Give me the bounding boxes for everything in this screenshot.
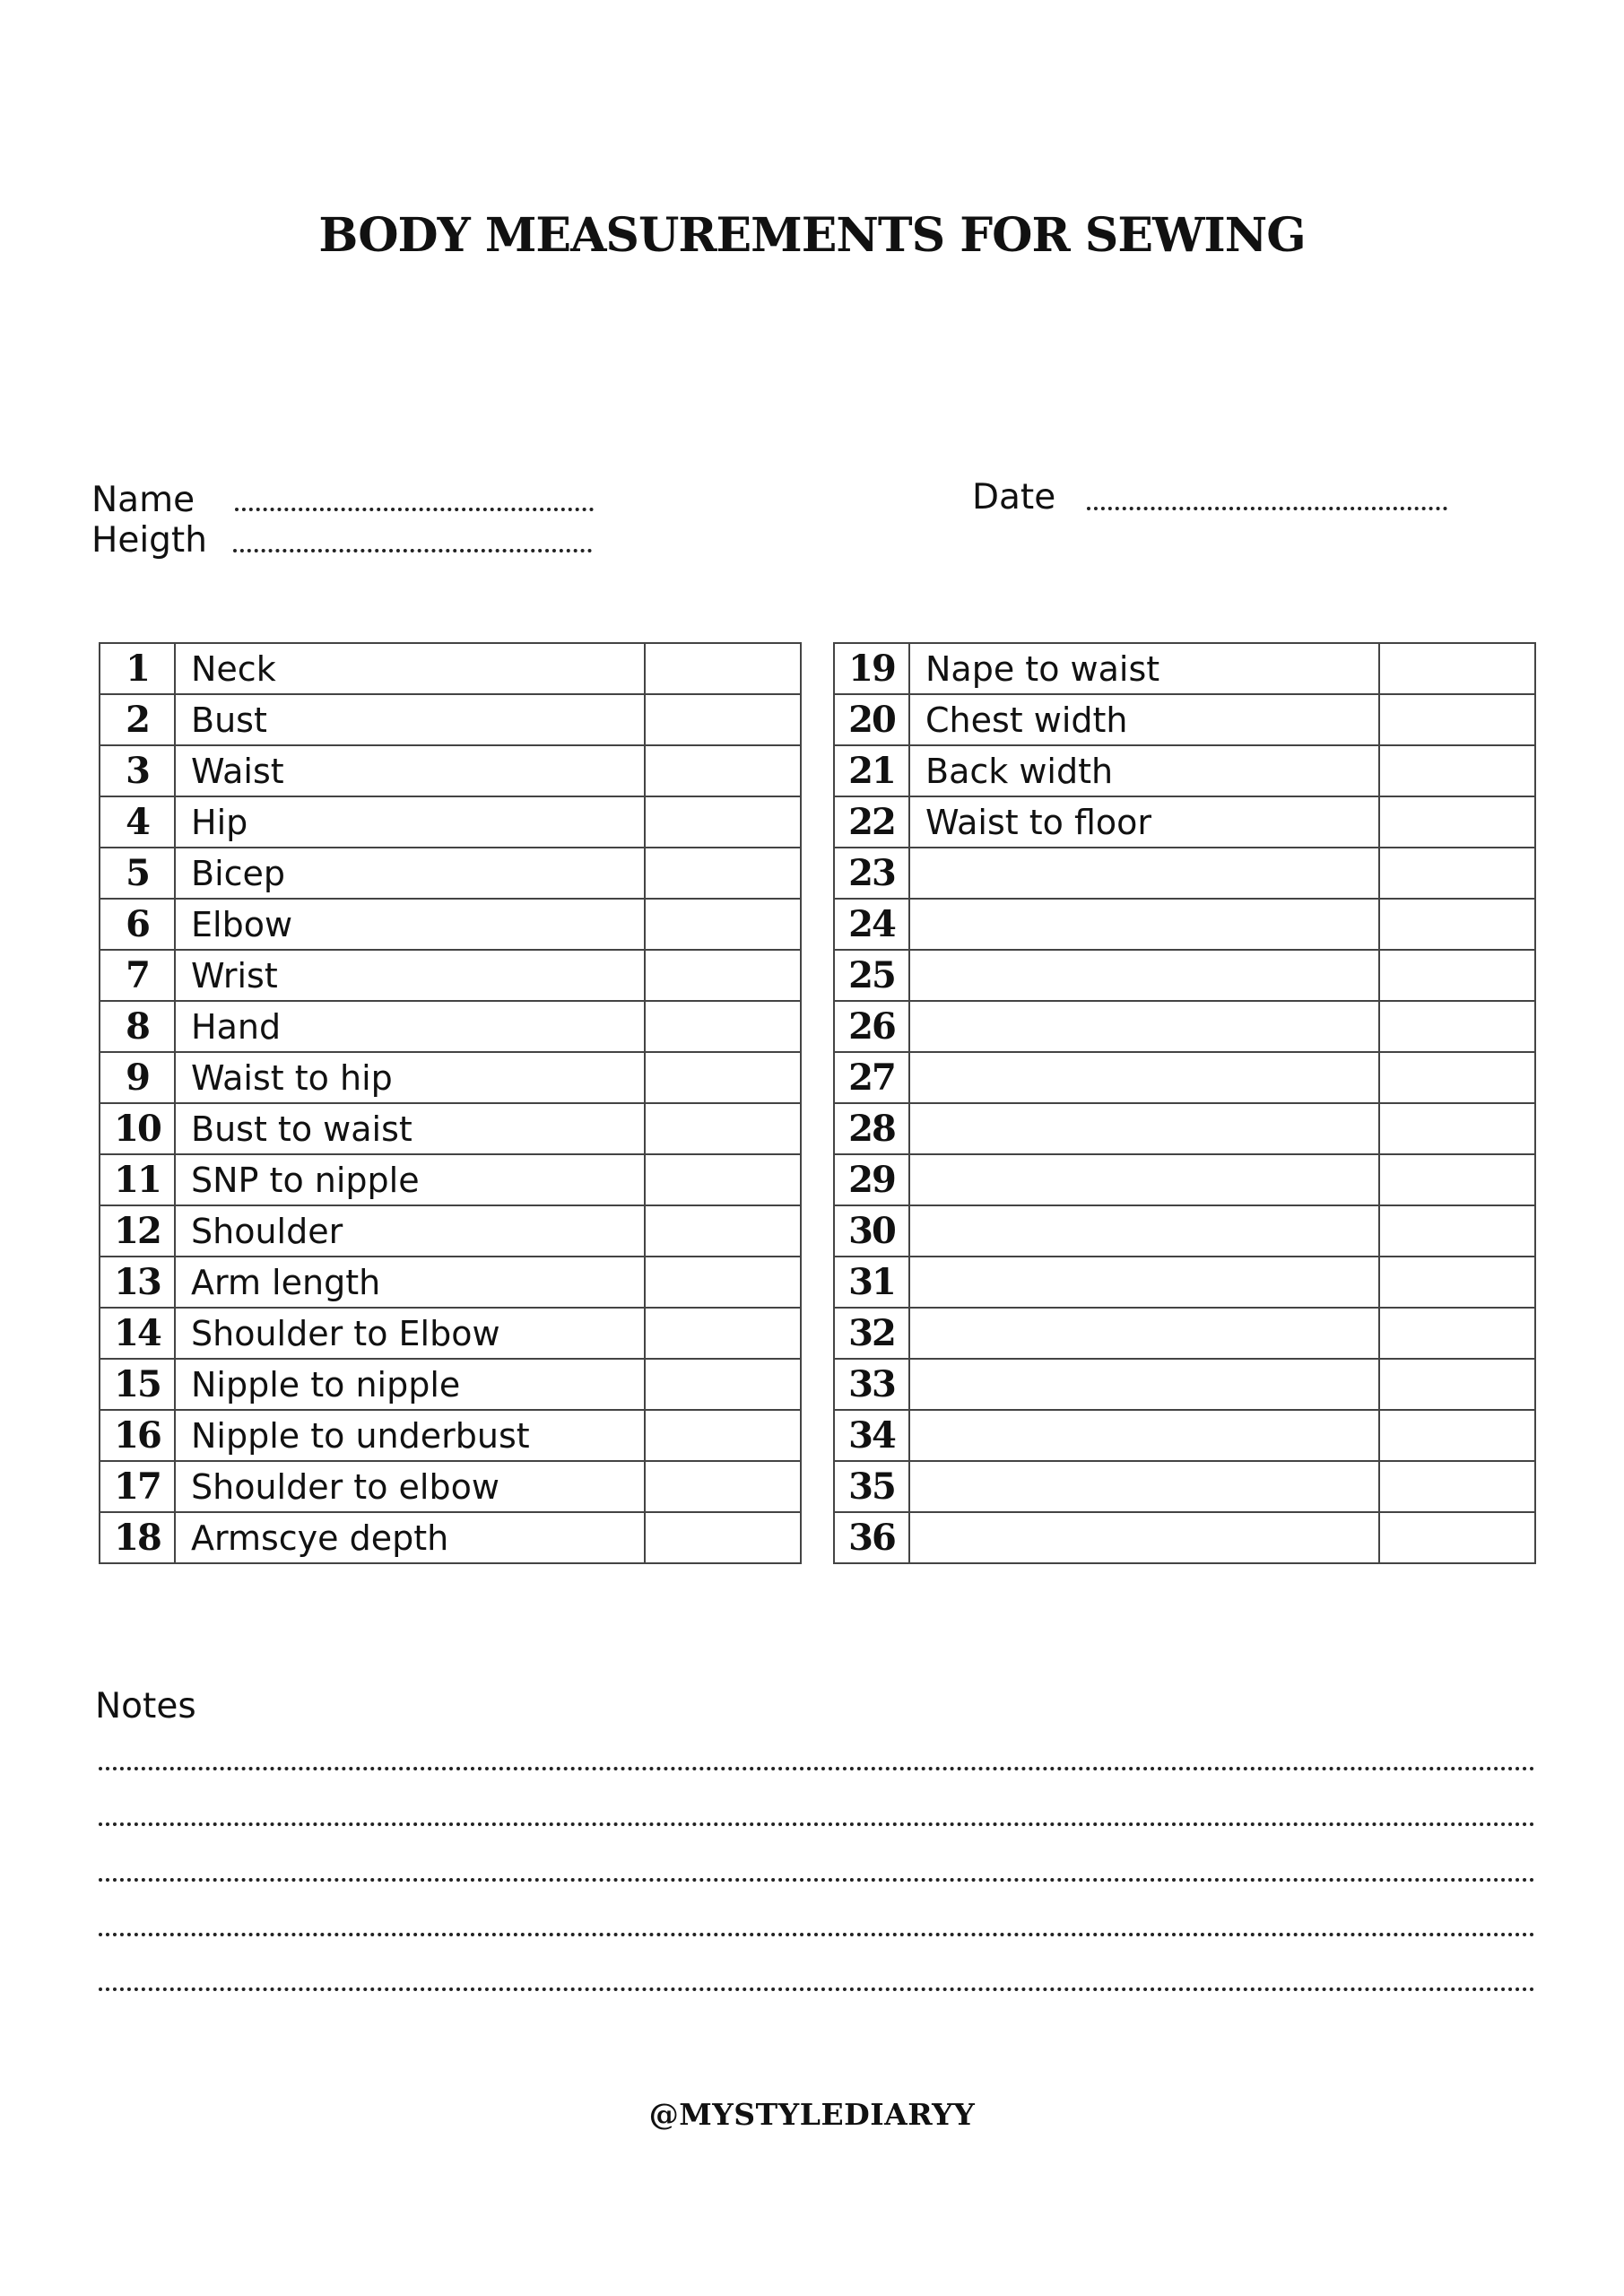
notes-line[interactable] bbox=[99, 1767, 1535, 1770]
measurements-table-right bbox=[833, 642, 1536, 1564]
measurement-value-cell[interactable] bbox=[1379, 1410, 1535, 1461]
measurement-value-cell[interactable] bbox=[1379, 643, 1535, 694]
measurement-label bbox=[909, 1052, 1379, 1103]
measurement-label bbox=[909, 950, 1379, 1001]
measurement-value-cell[interactable] bbox=[645, 1257, 801, 1308]
measurement-label bbox=[909, 1359, 1379, 1410]
measurement-label: Chest width bbox=[909, 694, 1379, 745]
measurement-value-cell[interactable] bbox=[645, 1052, 801, 1103]
measurement-number: 26 bbox=[834, 1001, 909, 1052]
measurement-label bbox=[909, 1154, 1379, 1205]
measurement-label: Nipple to nipple bbox=[175, 1359, 645, 1410]
measurement-number: 5 bbox=[100, 848, 175, 899]
measurement-label bbox=[909, 1410, 1379, 1461]
table-row bbox=[100, 1512, 801, 1563]
table-row bbox=[834, 899, 1535, 950]
measurement-number: 19 bbox=[834, 643, 909, 694]
measurement-label: SNP to nipple bbox=[175, 1154, 645, 1205]
notes-line[interactable] bbox=[99, 1933, 1535, 1936]
measurement-number: 32 bbox=[834, 1308, 909, 1359]
measurement-label: Shoulder to elbow bbox=[175, 1461, 645, 1512]
measurement-value-cell[interactable] bbox=[1379, 848, 1535, 899]
measurement-number: 36 bbox=[834, 1512, 909, 1563]
notes-line[interactable] bbox=[99, 1987, 1535, 1991]
measurement-value-cell[interactable] bbox=[645, 1205, 801, 1257]
table-row bbox=[834, 1001, 1535, 1052]
measurement-number: 7 bbox=[100, 950, 175, 1001]
table-row bbox=[834, 1461, 1535, 1512]
measurement-number: 34 bbox=[834, 1410, 909, 1461]
measurement-value-cell[interactable] bbox=[1379, 1359, 1535, 1410]
table-row bbox=[100, 643, 801, 694]
table-row bbox=[100, 1308, 801, 1359]
measurement-value-cell[interactable] bbox=[1379, 745, 1535, 796]
table-row bbox=[100, 950, 801, 1001]
measurement-value-cell[interactable] bbox=[1379, 899, 1535, 950]
page-title: BODY MEASUREMENTS FOR SEWING bbox=[318, 208, 1306, 263]
height-field[interactable] bbox=[233, 549, 592, 552]
measurement-number: 33 bbox=[834, 1359, 909, 1410]
measurement-number: 28 bbox=[834, 1103, 909, 1154]
measurement-number: 8 bbox=[100, 1001, 175, 1052]
date-field[interactable] bbox=[1087, 507, 1447, 510]
table-row bbox=[834, 643, 1535, 694]
measurement-value-cell[interactable] bbox=[1379, 796, 1535, 848]
table-row bbox=[834, 745, 1535, 796]
measurement-value-cell[interactable] bbox=[645, 1461, 801, 1512]
measurement-value-cell[interactable] bbox=[1379, 1103, 1535, 1154]
measurement-number: 4 bbox=[100, 796, 175, 848]
measurement-label bbox=[909, 1308, 1379, 1359]
measurement-label bbox=[909, 1257, 1379, 1308]
table-row bbox=[834, 848, 1535, 899]
measurement-number: 20 bbox=[834, 694, 909, 745]
measurement-value-cell[interactable] bbox=[645, 899, 801, 950]
measurement-value-cell[interactable] bbox=[1379, 1308, 1535, 1359]
table-row bbox=[100, 1052, 801, 1103]
measurement-label: Armscye depth bbox=[175, 1512, 645, 1563]
table-row bbox=[834, 1154, 1535, 1205]
table-row bbox=[100, 899, 801, 950]
measurement-value-cell[interactable] bbox=[1379, 1461, 1535, 1512]
measurement-number: 31 bbox=[834, 1257, 909, 1308]
measurement-value-cell[interactable] bbox=[645, 1154, 801, 1205]
measurement-number: 16 bbox=[100, 1410, 175, 1461]
table-row bbox=[834, 796, 1535, 848]
table-row bbox=[100, 1001, 801, 1052]
measurement-number: 18 bbox=[100, 1512, 175, 1563]
measurement-number: 11 bbox=[100, 1154, 175, 1205]
name-label: Name bbox=[91, 480, 195, 520]
measurement-number: 23 bbox=[834, 848, 909, 899]
footer-handle: @MYSTYLEDIARYY bbox=[648, 2097, 976, 2132]
table-row bbox=[834, 1410, 1535, 1461]
table-row bbox=[100, 1257, 801, 1308]
table-row bbox=[834, 1359, 1535, 1410]
measurement-label: Waist to floor bbox=[909, 796, 1379, 848]
table-row bbox=[100, 796, 801, 848]
measurement-value-cell[interactable] bbox=[1379, 1205, 1535, 1257]
measurement-label: Hand bbox=[175, 1001, 645, 1052]
measurement-number: 15 bbox=[100, 1359, 175, 1410]
measurement-value-cell[interactable] bbox=[645, 1001, 801, 1052]
measurement-value-cell[interactable] bbox=[1379, 1512, 1535, 1563]
table-row bbox=[100, 1205, 801, 1257]
table-row bbox=[834, 1103, 1535, 1154]
measurement-label: Bust bbox=[175, 694, 645, 745]
table-row bbox=[100, 694, 801, 745]
measurement-label: Arm length bbox=[175, 1257, 645, 1308]
measurement-number: 17 bbox=[100, 1461, 175, 1512]
notes-label: Notes bbox=[95, 1686, 196, 1726]
table-row bbox=[100, 848, 801, 899]
measurement-value-cell[interactable] bbox=[645, 1410, 801, 1461]
measurement-number: 13 bbox=[100, 1257, 175, 1308]
measurement-label: Back width bbox=[909, 745, 1379, 796]
measurement-label: Nipple to underbust bbox=[175, 1410, 645, 1461]
measurement-number: 9 bbox=[100, 1052, 175, 1103]
table-row bbox=[100, 1410, 801, 1461]
table-row bbox=[834, 1257, 1535, 1308]
measurement-label bbox=[909, 1103, 1379, 1154]
measurement-value-cell[interactable] bbox=[645, 694, 801, 745]
measurement-number: 2 bbox=[100, 694, 175, 745]
table-row bbox=[100, 745, 801, 796]
table-row bbox=[834, 950, 1535, 1001]
measurement-label bbox=[909, 1512, 1379, 1563]
measurement-value-cell[interactable] bbox=[1379, 1001, 1535, 1052]
measurement-value-cell[interactable] bbox=[1379, 950, 1535, 1001]
table-row bbox=[100, 1461, 801, 1512]
measurement-label bbox=[909, 899, 1379, 950]
measurement-number: 14 bbox=[100, 1308, 175, 1359]
measurement-value-cell[interactable] bbox=[645, 848, 801, 899]
measurement-number: 1 bbox=[100, 643, 175, 694]
table-row bbox=[100, 1359, 801, 1410]
measurement-value-cell[interactable] bbox=[645, 643, 801, 694]
measurement-number: 22 bbox=[834, 796, 909, 848]
measurement-number: 30 bbox=[834, 1205, 909, 1257]
measurement-label bbox=[909, 1001, 1379, 1052]
table-row bbox=[834, 1052, 1535, 1103]
measurement-number: 21 bbox=[834, 745, 909, 796]
table-row bbox=[100, 1154, 801, 1205]
measurement-label: Waist bbox=[175, 745, 645, 796]
name-field[interactable] bbox=[235, 508, 594, 511]
measurement-label: Bicep bbox=[175, 848, 645, 899]
measurement-value-cell[interactable] bbox=[645, 796, 801, 848]
measurement-value-cell[interactable] bbox=[645, 1103, 801, 1154]
measurement-number: 25 bbox=[834, 950, 909, 1001]
measurement-number: 10 bbox=[100, 1103, 175, 1154]
measurement-number: 3 bbox=[100, 745, 175, 796]
measurement-label: Nape to waist bbox=[909, 643, 1379, 694]
measurement-label: Elbow bbox=[175, 899, 645, 950]
measurement-value-cell[interactable] bbox=[1379, 694, 1535, 745]
measurement-label: Hip bbox=[175, 796, 645, 848]
measurement-label: Wrist bbox=[175, 950, 645, 1001]
measurement-number: 27 bbox=[834, 1052, 909, 1103]
measurement-value-cell[interactable] bbox=[645, 745, 801, 796]
measurement-label: Shoulder to Elbow bbox=[175, 1308, 645, 1359]
measurement-label bbox=[909, 848, 1379, 899]
table-row bbox=[834, 1512, 1535, 1563]
table-row bbox=[834, 1308, 1535, 1359]
measurement-label: Shoulder bbox=[175, 1205, 645, 1257]
measurement-label bbox=[909, 1461, 1379, 1512]
measurement-value-cell[interactable] bbox=[645, 1512, 801, 1563]
date-label: Date bbox=[972, 477, 1056, 517]
height-label: Heigth bbox=[91, 520, 207, 561]
measurement-value-cell[interactable] bbox=[1379, 1257, 1535, 1308]
measurement-label: Waist to hip bbox=[175, 1052, 645, 1103]
table-row bbox=[834, 1205, 1535, 1257]
measurement-value-cell[interactable] bbox=[645, 1308, 801, 1359]
measurement-number: 12 bbox=[100, 1205, 175, 1257]
measurement-label: Bust to waist bbox=[175, 1103, 645, 1154]
measurement-number: 29 bbox=[834, 1154, 909, 1205]
notes-line[interactable] bbox=[99, 1878, 1535, 1882]
measurement-number: 6 bbox=[100, 899, 175, 950]
measurement-number: 24 bbox=[834, 899, 909, 950]
measurement-value-cell[interactable] bbox=[1379, 1052, 1535, 1103]
measurement-value-cell[interactable] bbox=[1379, 1154, 1535, 1205]
measurement-label bbox=[909, 1205, 1379, 1257]
measurement-value-cell[interactable] bbox=[645, 950, 801, 1001]
table-row bbox=[100, 1103, 801, 1154]
notes-line[interactable] bbox=[99, 1822, 1535, 1826]
table-row bbox=[834, 694, 1535, 745]
measurement-value-cell[interactable] bbox=[645, 1359, 801, 1410]
measurement-number: 35 bbox=[834, 1461, 909, 1512]
measurement-label: Neck bbox=[175, 643, 645, 694]
measurements-table-left bbox=[99, 642, 802, 1564]
